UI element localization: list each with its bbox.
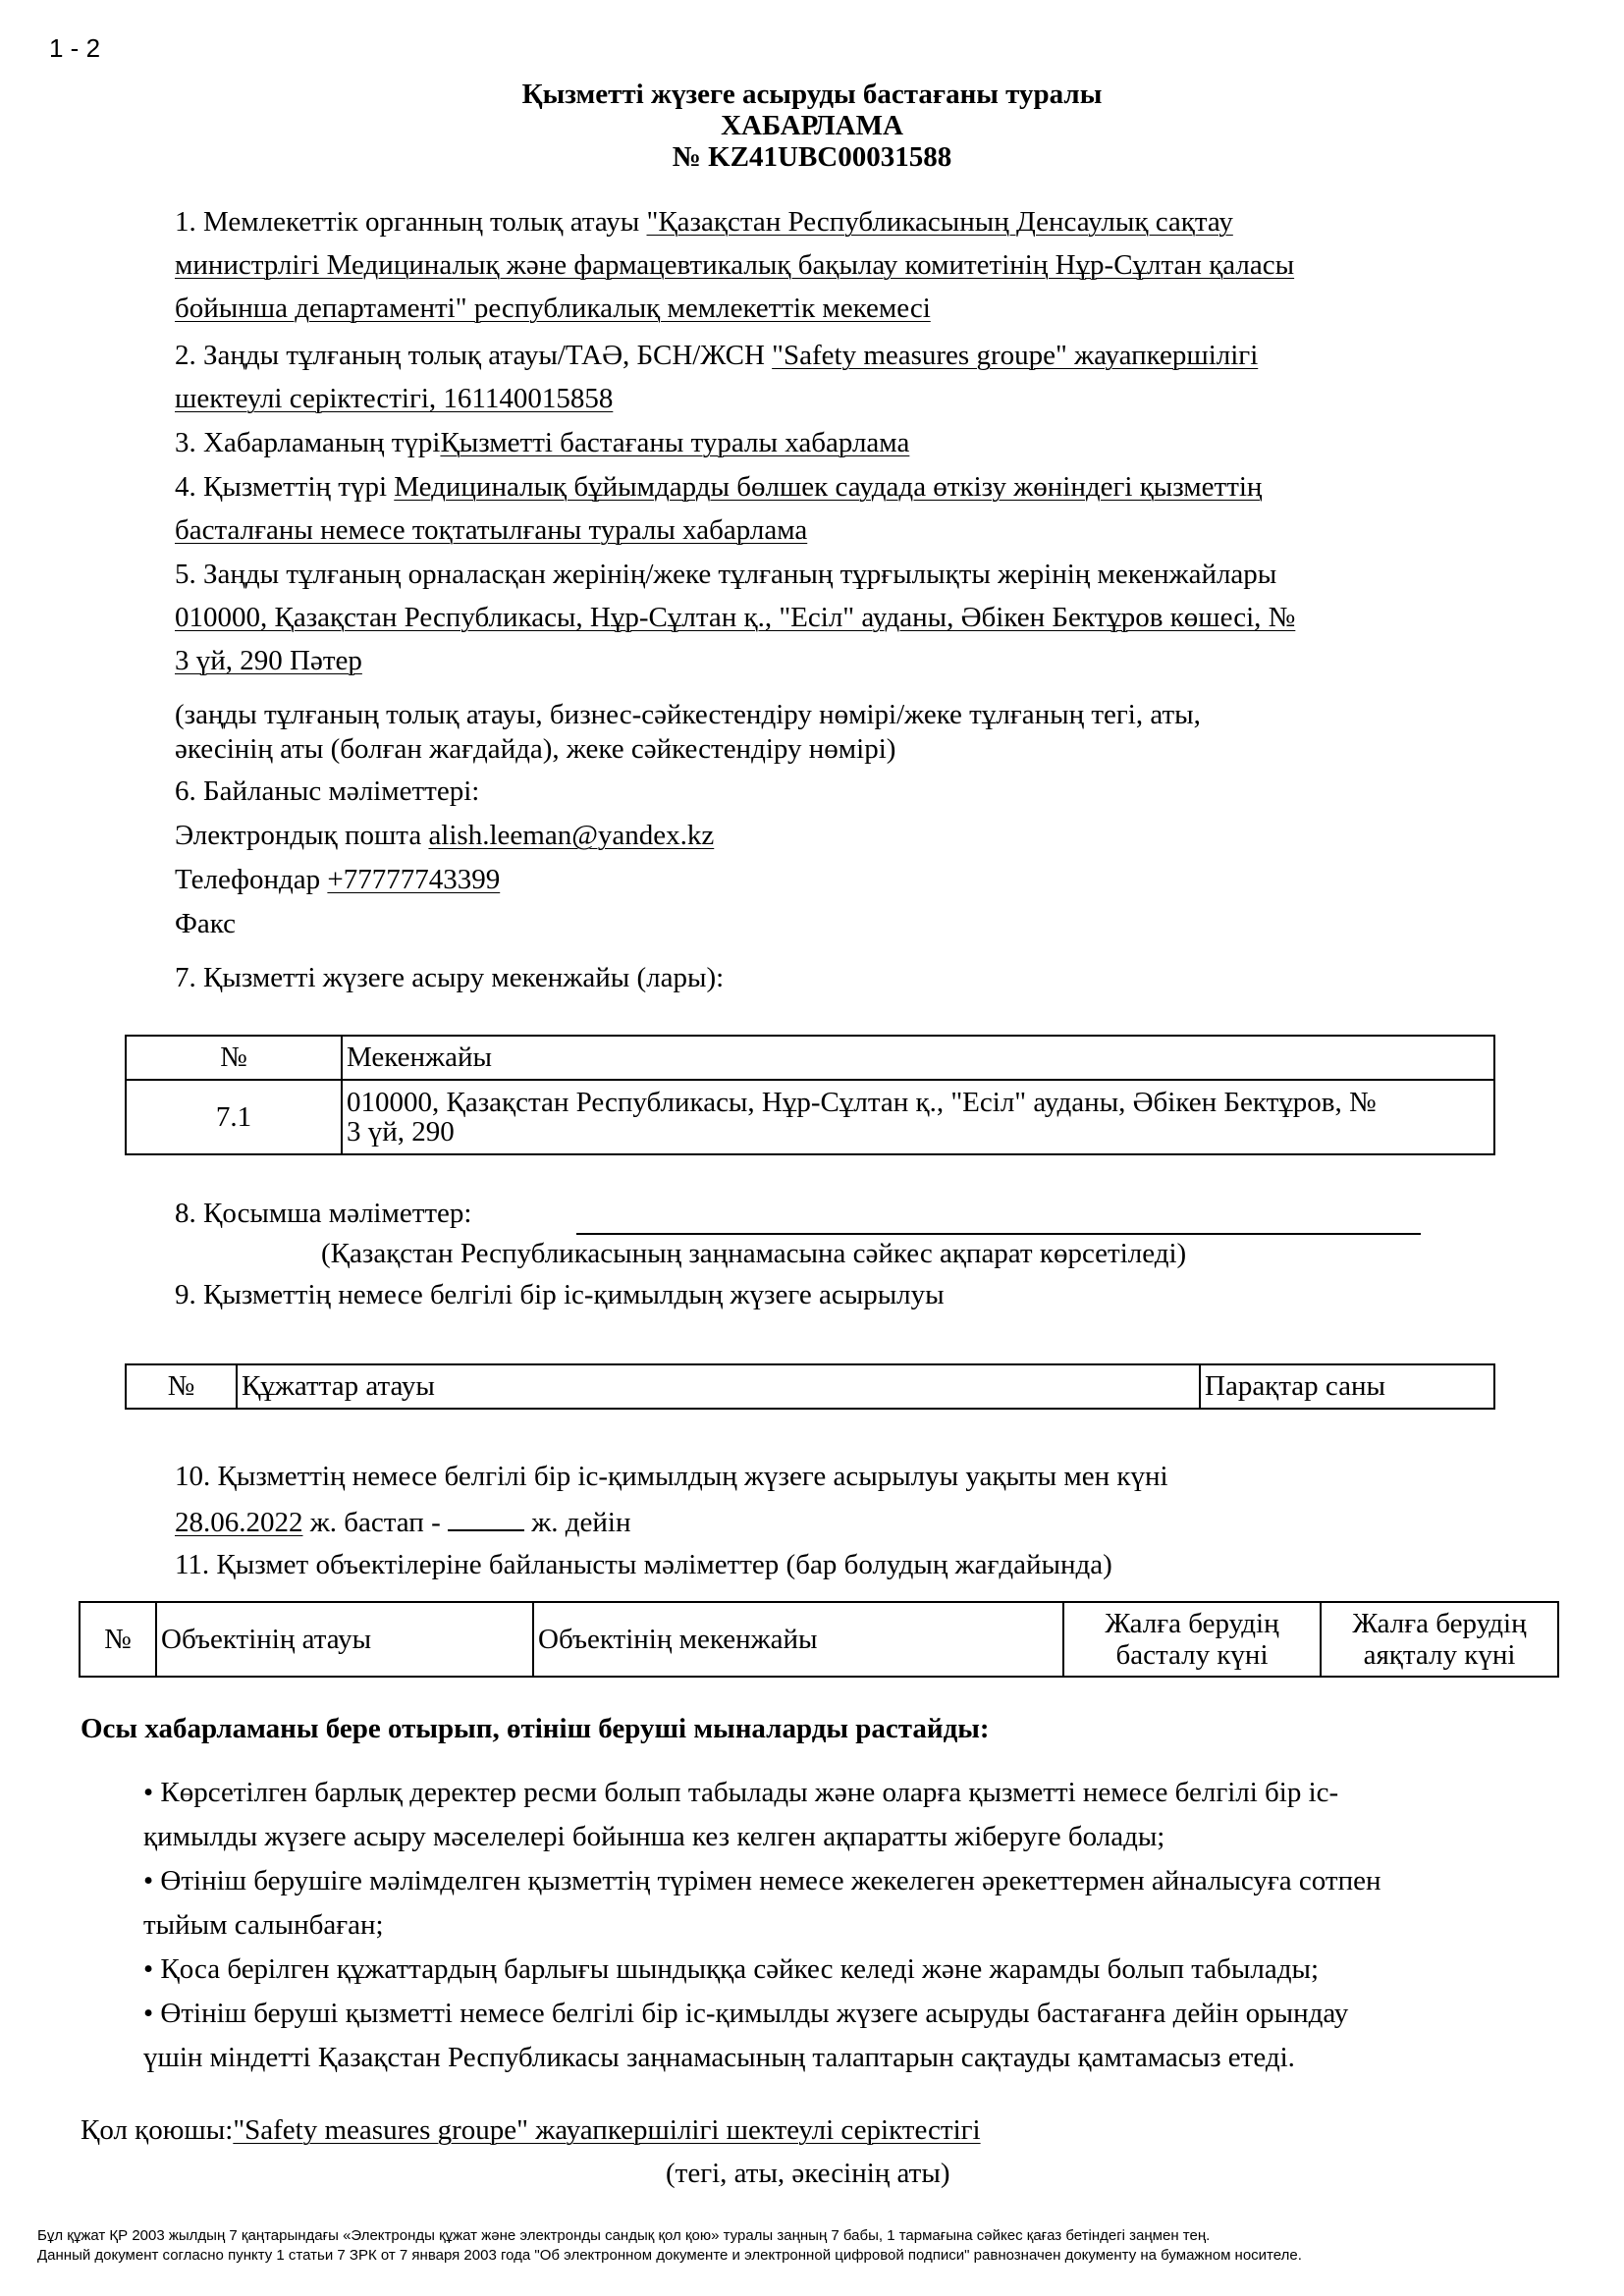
address-table xyxy=(125,1035,1495,1155)
bullet3: • Қоса берілген құжаттардың барлығы шындыққа сәйкес келеді және жарамды болып табылады; xyxy=(143,1953,1320,1985)
address-table-row xyxy=(126,1080,1494,1154)
phone-value: +77777743399 xyxy=(327,864,501,895)
address-row-line1: 010000, Қазақстан Республикасы, Нұр-Сұлтан қ., "Есіл" ауданы, Әбікен Бектұров, № xyxy=(347,1087,1377,1118)
title-line-1: Қызметті жүзеге асыруды бастағаны туралы xyxy=(521,79,1103,110)
item8-blank-line xyxy=(576,1233,1421,1235)
item3-line xyxy=(175,428,909,457)
address-table-header xyxy=(126,1036,1494,1080)
item9-label: 9. Қызметтің немесе белгілі бір іс-қимылдың жүзеге асырылуы xyxy=(175,1279,945,1310)
bullet1-line1: • Көрсетілген барлық деректер ресми болып табылады және оларға қызметті немесе белгілі бір іс- xyxy=(143,1777,1339,1808)
address-header-address: Мекенжайы xyxy=(342,1036,1494,1080)
objects-header-end-line1: Жалға берудің xyxy=(1352,1608,1527,1639)
email-label: Электрондық пошта xyxy=(175,820,422,851)
item1-line2: министрлігі Медициналық және фармацевтикалық бақылау комитетінің Нұр-Сұлтан қаласы xyxy=(175,249,1295,281)
item5-line3: 3 үй, 290 Пәтер xyxy=(175,645,362,676)
item4-line1 xyxy=(175,472,1262,502)
footer-line1: Бұл құжат ҚР 2003 жылдың 7 қаңтарындағы «Электронды құжат және электронды сандық қол қою» туралы заңның 7 бабы, 1 тармағына сәйкес қағаз бетіндегі заңмен тең. xyxy=(37,2227,1211,2244)
phone-row xyxy=(175,865,500,894)
legal-footer xyxy=(37,2226,1302,2266)
objects-header-start xyxy=(1063,1602,1321,1677)
signature-caption: (тегі, аты, әкесінің аты) xyxy=(666,2158,950,2189)
documents-header-pages: Парақтар саны xyxy=(1200,1364,1494,1409)
fax-label: Факс xyxy=(175,908,237,939)
item3-label: 3. Хабарламаның түрі xyxy=(175,427,441,458)
title-line-2: ХАБАРЛАМА xyxy=(721,110,903,141)
bullet4-line1: • Өтініш беруші қызметті немесе белгілі бір іс-қимылды жүзеге асыруды бастағанға дейін орындау xyxy=(143,1998,1349,2029)
item11-label: 11. Қызмет объектілеріне байланысты мәліметтер (бар болудың жағдайында) xyxy=(175,1549,1112,1580)
item8-label: 8. Қосымша мәліметтер: xyxy=(175,1198,472,1229)
item4-value: Медициналық бұйымдарды бөлшек саудада өткізу жөніндегі қызметтің xyxy=(394,471,1263,503)
objects-table xyxy=(79,1601,1559,1678)
documents-header-name: Құжаттар атауы xyxy=(237,1364,1200,1409)
note-line1: (заңды тұлғаның толық атауы, бизнес-сәйкестендіру нөмірі/жеке тұлғаның тегі, аты, xyxy=(175,699,1201,730)
start-date: 28.06.2022 xyxy=(175,1507,303,1538)
confirmation-heading: Осы хабарламаны бере отырып, өтініш беруші мыналарды растайды: xyxy=(81,1713,990,1744)
documents-table xyxy=(125,1363,1495,1410)
item1-value: "Қазақстан Республикасының Денсаулық сақтау xyxy=(646,206,1233,238)
signature-label: Қол қоюшы: xyxy=(81,2114,234,2146)
end-date-blank xyxy=(448,1506,524,1531)
objects-header-end-line2: аяқталу күні xyxy=(1363,1639,1516,1671)
from-text: ж. бастап - xyxy=(309,1507,441,1538)
notice-number: № KZ41UBC00031588 xyxy=(672,141,952,173)
item8-note: (Қазақстан Республикасының заңнамасына сәйкес ақпарат көрсетіледі) xyxy=(321,1238,1187,1269)
bullet1-line2: қимылды жүзеге асыру мәселелері бойынша кез келген ақпаратты жіберуге болады; xyxy=(143,1821,1165,1852)
item1-line3: бойынша департаменті" республикалық мемлекеттік мекемесі xyxy=(175,293,931,324)
address-row-line2: 3 үй, 290 xyxy=(347,1116,455,1148)
confirmation-bullets xyxy=(143,1771,1380,2080)
documents-table-header xyxy=(126,1364,1494,1409)
objects-header-start-line2: басталу күні xyxy=(1115,1639,1269,1671)
signature-value: "Safety measures groupe" жауапкершілігі шектеулі серіктестігі xyxy=(233,2114,981,2146)
signature-row xyxy=(81,2114,981,2147)
item10-dates xyxy=(175,1506,631,1537)
until-text: ж. дейін xyxy=(531,1507,631,1538)
item2-line2: шектеулі серіктестігі, 161140015858 xyxy=(175,383,614,414)
objects-header-start-line1: Жалға берудің xyxy=(1105,1608,1279,1639)
documents-header-number: № xyxy=(126,1364,237,1409)
objects-table-header xyxy=(80,1602,1558,1677)
item4-line2: басталғаны немесе тоқтатылғаны туралы хабарлама xyxy=(175,514,808,546)
item2-label: 2. Заңды тұлғаның толық атауы/ТАӘ, БСН/ЖСН xyxy=(175,340,765,371)
objects-header-number: № xyxy=(80,1602,156,1677)
note-line2: әкесінің аты (болған жағдайда), жеке сәйкестендіру нөмірі) xyxy=(175,733,896,765)
item1-line1 xyxy=(175,207,1233,237)
email-value[interactable]: alish.leeman@yandex.kz xyxy=(428,820,715,851)
item6-label: 6. Байланыс мәліметтері: xyxy=(175,775,480,807)
objects-header-address: Объектінің мекенжайы xyxy=(533,1602,1063,1677)
address-header-number: № xyxy=(126,1036,342,1080)
item3-value: Қызметті бастағаны туралы хабарлама xyxy=(440,427,910,458)
bullet2-line2: тыйым салынбаған; xyxy=(143,1909,384,1941)
item5-label: 5. Заңды тұлғаның орналасқан жерінің/жеке тұлғаның тұрғылықты жерінің мекенжайлары xyxy=(175,559,1277,590)
phone-label: Телефондар xyxy=(175,864,321,895)
objects-header-name: Объектінің атауы xyxy=(156,1602,533,1677)
item1-label: 1. Мемлекеттік органның толық атауы xyxy=(175,206,640,238)
item2-line1 xyxy=(175,341,1258,370)
bullet2-line1: • Өтініш берушіге мәлімделген қызметтің түрімен немесе жекелеген әрекеттермен айналысуға сотпен xyxy=(143,1865,1381,1896)
item2-value: "Safety measures groupe" жауапкершілігі xyxy=(772,340,1259,371)
item4-label: 4. Қызметтің түрі xyxy=(175,471,387,503)
item5-line2: 010000, Қазақстан Республикасы, Нұр-Сұлтан қ., "Есіл" ауданы, Әбікен Бектұров көшесі, № xyxy=(175,602,1296,633)
objects-header-end xyxy=(1321,1602,1558,1677)
document-header xyxy=(0,79,1624,173)
footer-line2: Данный документ согласно пункту 1 статьи 7 ЗРК от 7 января 2003 года "Об электронном документе и электронной цифровой подписи" равнозначен документу на бумажном носителе. xyxy=(37,2247,1302,2264)
address-row-value xyxy=(342,1080,1494,1154)
item10-label: 10. Қызметтің немесе белгілі бір іс-қимылдың жүзеге асырылуы уақыты мен күні xyxy=(175,1461,1168,1492)
page-number: 1 - 2 xyxy=(49,33,101,63)
bullet4-line2: үшін міндетті Қазақстан Республикасы заңнамасының талаптарын сақтауды қамтамасыз етеді. xyxy=(143,2042,1295,2073)
email-row xyxy=(175,821,714,850)
address-row-number: 7.1 xyxy=(126,1080,342,1154)
item7-label: 7. Қызметті жүзеге асыру мекенжайы (лары): xyxy=(175,962,725,993)
